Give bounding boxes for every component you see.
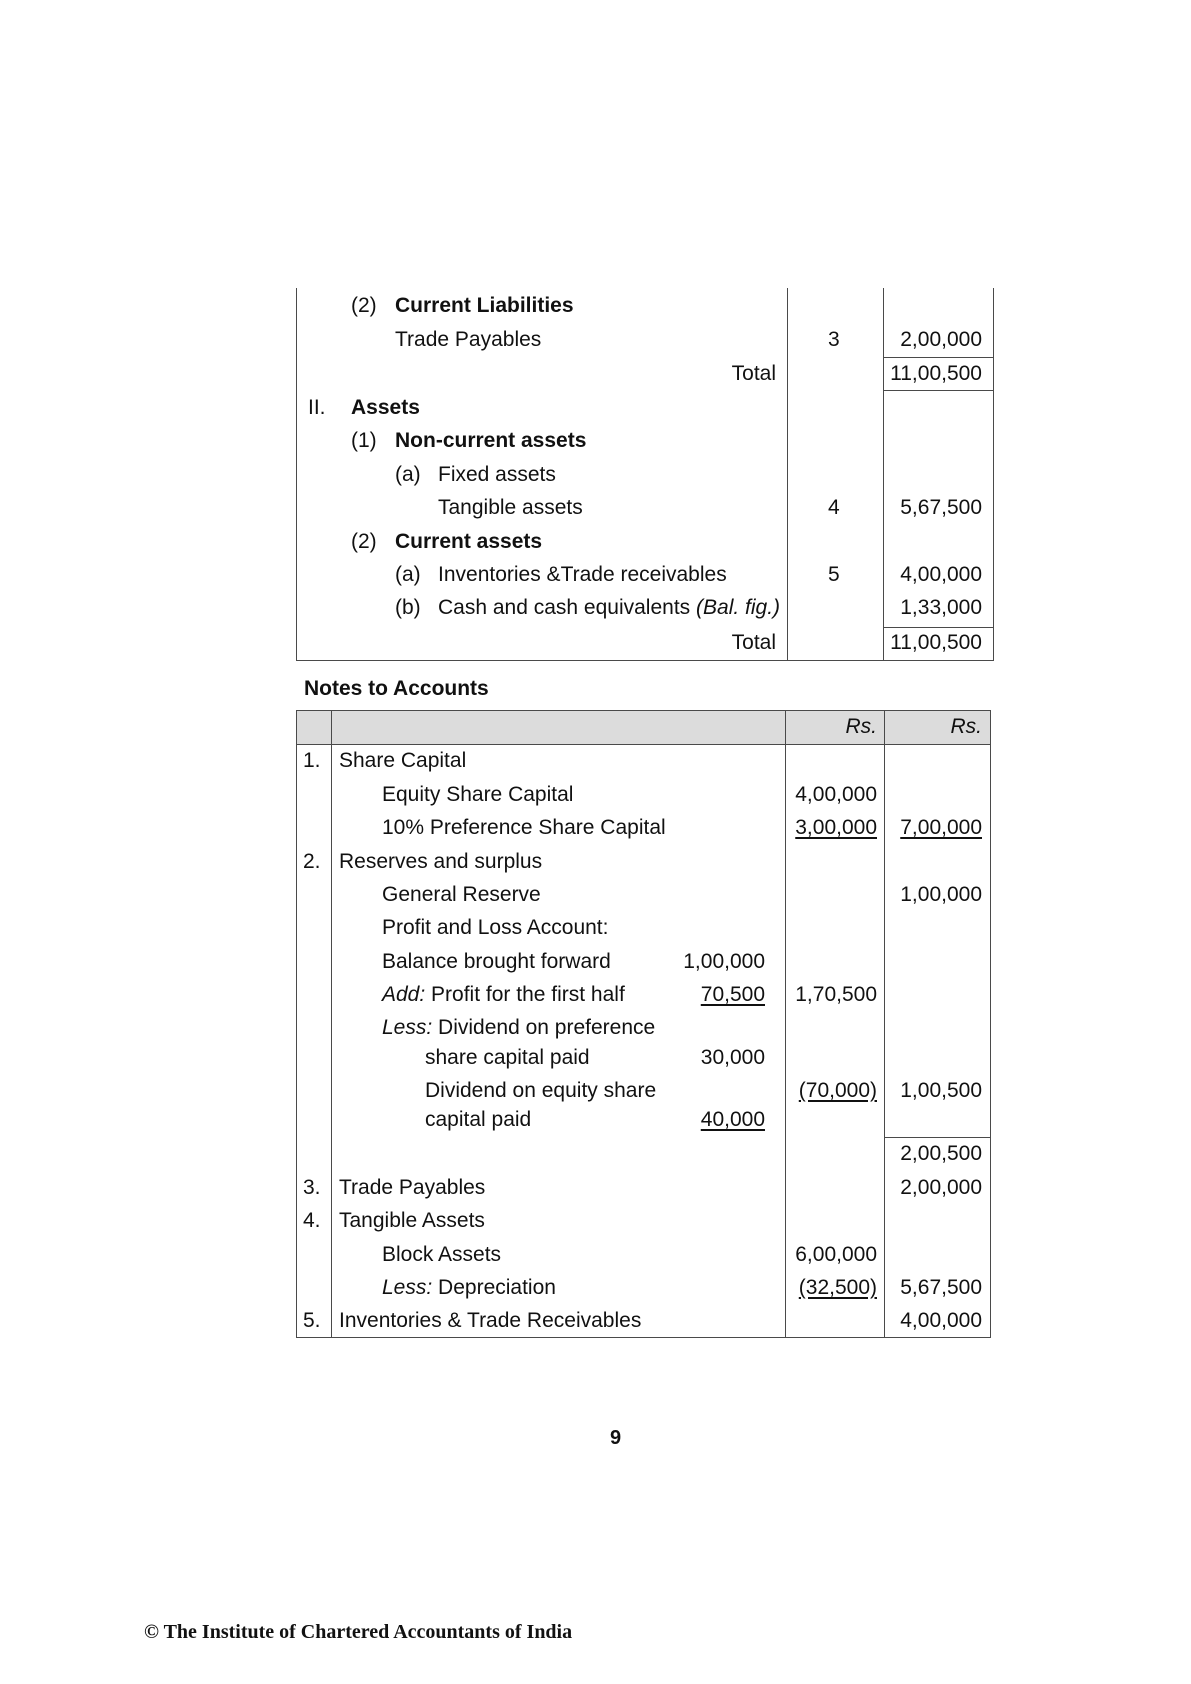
n1-number: 1. (303, 749, 321, 772)
bs-current-liabilities-title: Current Liabilities (395, 294, 574, 317)
notes-divider-num (331, 710, 332, 1338)
n3-amount: 2,00,000 (900, 1176, 982, 1199)
bs-divider-note (787, 288, 788, 661)
bs-cash-amount: 1,33,000 (900, 596, 982, 619)
n2-number: 2. (303, 850, 321, 873)
n2-less-label: Dividend on preference (438, 1016, 656, 1039)
bs-trade-payables-label: Trade Payables (395, 328, 542, 351)
bs-tangible-assets-note: 4 (828, 496, 840, 519)
bs-trade-payables-amount: 2,00,000 (900, 328, 982, 351)
notes-top-border (296, 710, 991, 711)
n2-eq-div-amount: 40,000 (700, 1108, 765, 1131)
bs-trade-payables-note: 3 (828, 328, 840, 351)
n2-less-prefix: Less: (382, 1016, 433, 1039)
n1-pref-label: 10% Preference Share Capital (382, 816, 666, 839)
n2-add-line (382, 983, 625, 1007)
bs-inventories-note: 5 (828, 563, 840, 586)
bs-grand-total-amount: 11,00,500 (890, 631, 982, 654)
n1-title: Share Capital (339, 749, 467, 772)
bs-total1-top-rule (883, 357, 993, 358)
n1-equity-label: Equity Share Capital (382, 783, 574, 806)
n2-eq-div-label-2: capital paid (425, 1108, 532, 1131)
n2-title: Reserves and surplus (339, 850, 543, 873)
copyright-footer: © The Institute of Chartered Accountants of India (144, 1621, 573, 1643)
notes-heading: Notes to Accounts (304, 677, 489, 700)
n2-pl-label: Profit and Loss Account: (382, 916, 609, 939)
n2-bbf-amount: 1,00,000 (683, 950, 765, 973)
bs-noncurrent-assets-title: Non-current assets (395, 429, 587, 452)
n4-dep-amount: (32,500) (798, 1276, 877, 1299)
n4-net: 5,67,500 (900, 1276, 982, 1299)
n2-add-prefix: Add: (382, 983, 426, 1006)
bs-cash-label: Cash and cash equivalents (438, 596, 691, 619)
n4-dep-line (382, 1276, 556, 1300)
n2-total-top-rule (884, 1137, 990, 1138)
n2-pref-div-label: share capital paid (425, 1046, 590, 1069)
bs-bottom-border (296, 660, 994, 661)
n4-dep-label: Depreciation (438, 1276, 556, 1299)
bs-fixed-assets-num: (a) (395, 463, 421, 486)
notes-header-bottom-rule (296, 744, 991, 745)
bs-cash-line (438, 596, 780, 620)
n2-add-label: Profit for the first half (431, 983, 625, 1006)
notes-col-header-rs-1: Rs. (845, 715, 877, 738)
notes-bottom-border (296, 1337, 991, 1338)
notes-col-header-rs-2: Rs. (950, 715, 982, 738)
n2-pref-div-amount: 30,000 (700, 1046, 765, 1069)
n2-bbf-label: Balance brought forward (382, 950, 611, 973)
bs-total1-bottom-rule (883, 390, 993, 391)
bs-total-label: Total (731, 362, 776, 385)
bs-grand-total-label: Total (731, 631, 776, 654)
bs-cash-num: (b) (395, 596, 421, 619)
n2-add-amount: 70,500 (700, 983, 765, 1006)
bs-inventories-num: (a) (395, 563, 421, 586)
notes-left-border (296, 710, 297, 1338)
n2-pl-net: 1,00,500 (900, 1079, 982, 1102)
bs-current-assets-num: (2) (351, 530, 377, 553)
bs-assets-num: II. (308, 396, 326, 419)
n2-add-subtotal: 1,70,500 (795, 983, 877, 1006)
n4-number: 4. (303, 1209, 321, 1232)
page-number: 9 (610, 1427, 622, 1449)
bs-current-liabilities-num: (2) (351, 294, 377, 317)
n2-general-reserve-label: General Reserve (382, 883, 541, 906)
n1-pref-amount: 3,00,000 (795, 816, 877, 839)
n2-eq-div-label-1: Dividend on equity share (425, 1079, 657, 1102)
n4-block-amount: 6,00,000 (795, 1243, 877, 1266)
n2-total: 2,00,500 (900, 1142, 982, 1165)
n1-equity-amount: 4,00,000 (795, 783, 877, 806)
bs-tangible-assets-label: Tangible assets (438, 496, 583, 519)
n3-number: 3. (303, 1176, 321, 1199)
bs-inventories-amount: 4,00,000 (900, 563, 982, 586)
notes-divider-rs2 (884, 710, 885, 1338)
n5-amount: 4,00,000 (900, 1309, 982, 1332)
n5-title: Inventories & Trade Receivables (339, 1309, 642, 1332)
bs-right-border (993, 288, 994, 661)
bs-left-border (296, 288, 297, 661)
bs-assets-title: Assets (351, 396, 420, 419)
n2-less-total: (70,000) (798, 1079, 877, 1102)
n4-block-label: Block Assets (382, 1243, 502, 1266)
bs-fixed-assets-label: Fixed assets (438, 463, 556, 486)
n3-title: Trade Payables (339, 1176, 486, 1199)
bs-cash-balancing-figure: (Bal. fig.) (696, 596, 781, 619)
bs-noncurrent-assets-num: (1) (351, 429, 377, 452)
n1-total: 7,00,000 (900, 816, 982, 839)
n5-number: 5. (303, 1309, 321, 1332)
bs-current-assets-title: Current assets (395, 530, 543, 553)
n4-title: Tangible Assets (339, 1209, 485, 1232)
n4-less-prefix: Less: (382, 1276, 433, 1299)
n2-less-line (382, 1016, 655, 1040)
bs-total2-top-rule (883, 627, 993, 628)
notes-right-border (990, 710, 991, 1338)
bs-total-amount: 11,00,500 (890, 362, 982, 385)
n2-general-reserve-amount: 1,00,000 (900, 883, 982, 906)
bs-inventories-label: Inventories &Trade receivables (438, 563, 727, 586)
bs-tangible-assets-amount: 5,67,500 (900, 496, 982, 519)
